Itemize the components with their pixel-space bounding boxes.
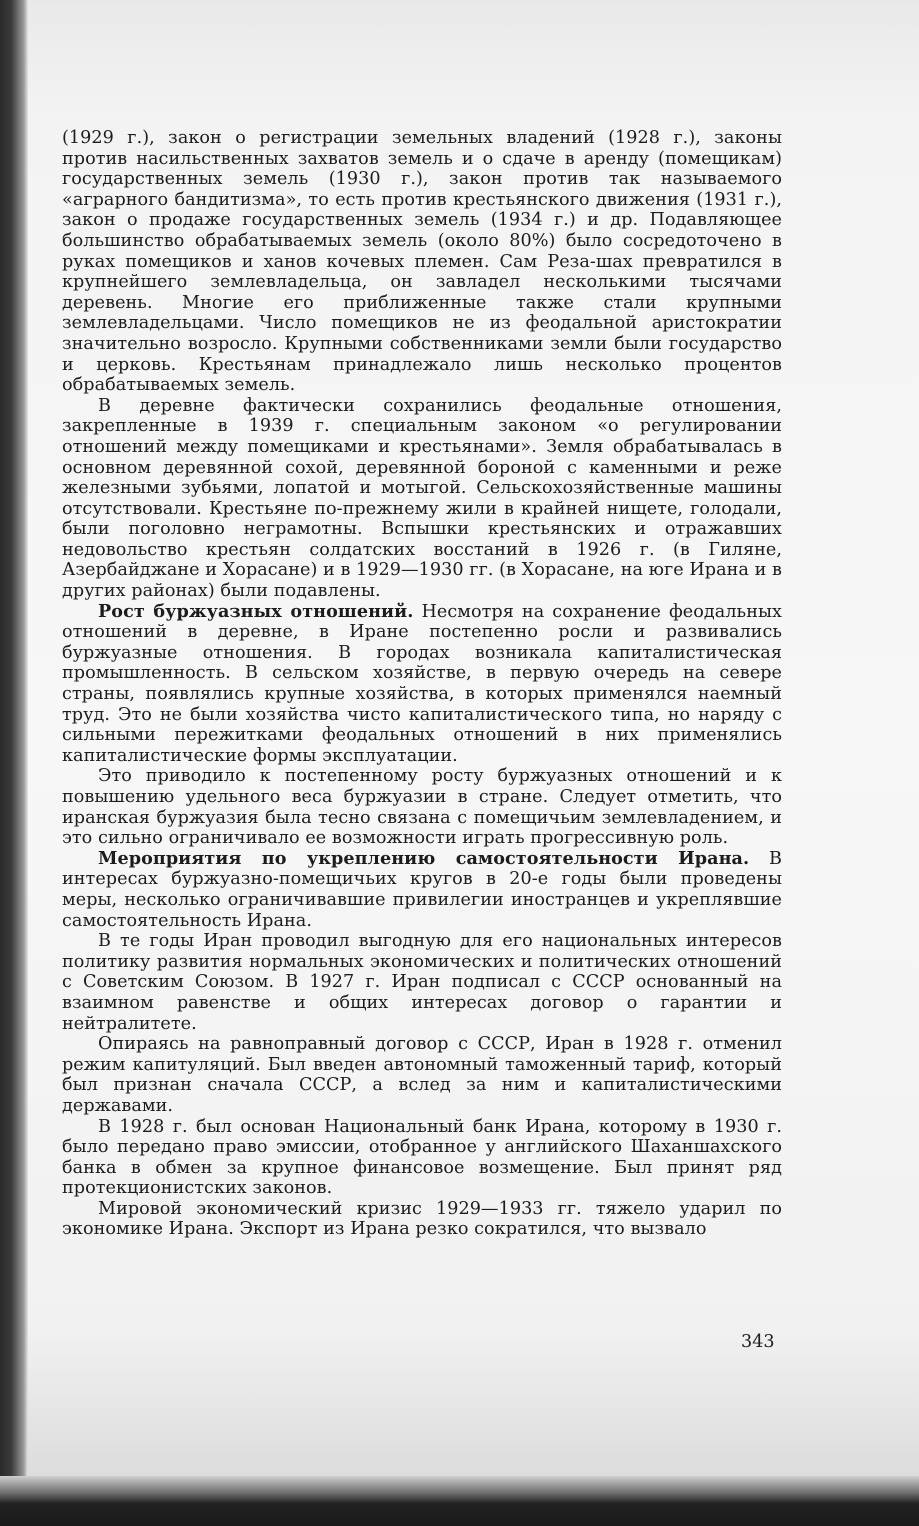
paragraph-3 (62, 602, 782, 767)
section-heading-bourgeois-relations: Рост буржуазных отношений. (98, 600, 414, 622)
paragraph-text: В деревне фактически сохранились феодальные отношения, закрепленные в 1939 г. специальным законом «о регулировании отношений между помещиками и крестьянами». Земля обрабатывалась в основном деревянной сохой, деревянной бороной с каменными и реже железными зубьями, лопатой и мотыгой. Сельскохозяйственные машины отсутствовали. Крестьяне по-прежнему жили в крайней нищете, голодали, были поголовно неграмотны. Вспышки крестьянских и отражавших недовольство крестьян солдатских восстаний в 1926 г. (в Гиляне, Азербайджане и Хорасане) и в 1929—1930 гг. (в Хорасане, на юге Ирана и в других районах) были подавлены. (62, 395, 782, 602)
paragraph-text: В интересах буржуазно-помещичьих кругов в 20-е годы были проведены меры, несколько ограничивавшие привилегии иностранцев и укреплявшие самостоятельность Ирана. (62, 848, 782, 931)
body-text (62, 128, 782, 1240)
paragraph-6 (62, 931, 782, 1034)
section-heading-independence-measures: Мероприятия по укреплению самостоятельности Ирана. (98, 847, 750, 869)
paragraph-5 (62, 849, 782, 931)
paragraph-8 (62, 1117, 782, 1199)
paragraph-text: В 1928 г. был основан Национальный банк Ирана, которому в 1930 г. было передано право эмиссии, отобранное у английского Шаханшахского банка в обмен за крупное финансовое возмещение. Был принят ряд протекционистских законов. (62, 1116, 782, 1199)
paragraph-text: Несмотря на сохранение феодальных отношений в деревне, в Иране постепенно росли и развивались буржуазные отношения. В городах возникала капиталистическая промышленность. В сельском хозяйстве, в первую очередь на севере страны, появлялись крупные хозяйства, в которых применялся наемный труд. Это не были хозяйства чисто капиталистического типа, но наряду с сильными пережитками феодальных отношений в них применялись капиталистические формы эксплуатации. (62, 601, 782, 766)
paragraph-text: Это приводило к постепенному росту буржуазных отношений и к повышению удельного веса буржуазии в стране. Следует отметить, что иранская буржуазия была тесно связана с помещичьим землевладением, и это сильно ограничивало ее возможности играть прогрессивную роль. (62, 766, 782, 849)
paragraph-4 (62, 766, 782, 848)
paragraph-text: Мировой экономический кризис 1929—1933 гг. тяжело ударил по экономике Ирана. Экспорт из Ирана резко сократился, что вызвало (62, 1198, 782, 1240)
scan-bottom-edge (0, 1476, 919, 1526)
paragraph-2 (62, 396, 782, 602)
paragraph-text: Опираясь на равноправный договор с СССР, Иран в 1928 г. отменил режим капитуляций. Был введен автономный таможенный тариф, который был признан сначала СССР, а вслед за ним и капиталистическими державами. (62, 1034, 782, 1116)
page-number: 343 (741, 1332, 775, 1352)
paragraph-7 (62, 1034, 782, 1116)
book-page (28, 0, 919, 1476)
paragraph-1 (62, 128, 782, 396)
paragraph-9 (62, 1199, 782, 1240)
book-spine-shadow (0, 0, 28, 1526)
paragraph-text: В те годы Иран проводил выгодную для его национальных интересов политику развития нормальных экономических и политических отношений с Советским Союзом. В 1927 г. Иран подписал с СССР основанный на взаимном равенстве и общих интересах договор о гарантии и нейтралитете. (62, 931, 782, 1034)
paragraph-text: (1929 г.), закон о регистрации земельных владений (1928 г.), законы против насильственных захватов земель и о сдаче в аренду (помещикам) государственных земель (1930 г.), закон против так называемого «аграрного бандитизма», то есть против крестьянского движения (1931 г.), закон о продаже государственных земель (1934 г.) и др. Подавляющее большинство обрабатываемых земель (около 80%) было сосредоточено в руках помещиков и ханов кочевых племен. Сам Реза-шах превратился в крупнейшего землевладельца, он завладел несколькими тысячами деревень. Многие его приближенные также стали крупными землевладельцами. Число помещиков не из феодальной аристократии значительно возросло. Крупными собственниками земли были государство и церковь. Крестьянам принадлежало лишь несколько процентов обрабатываемых земель. (62, 128, 782, 396)
